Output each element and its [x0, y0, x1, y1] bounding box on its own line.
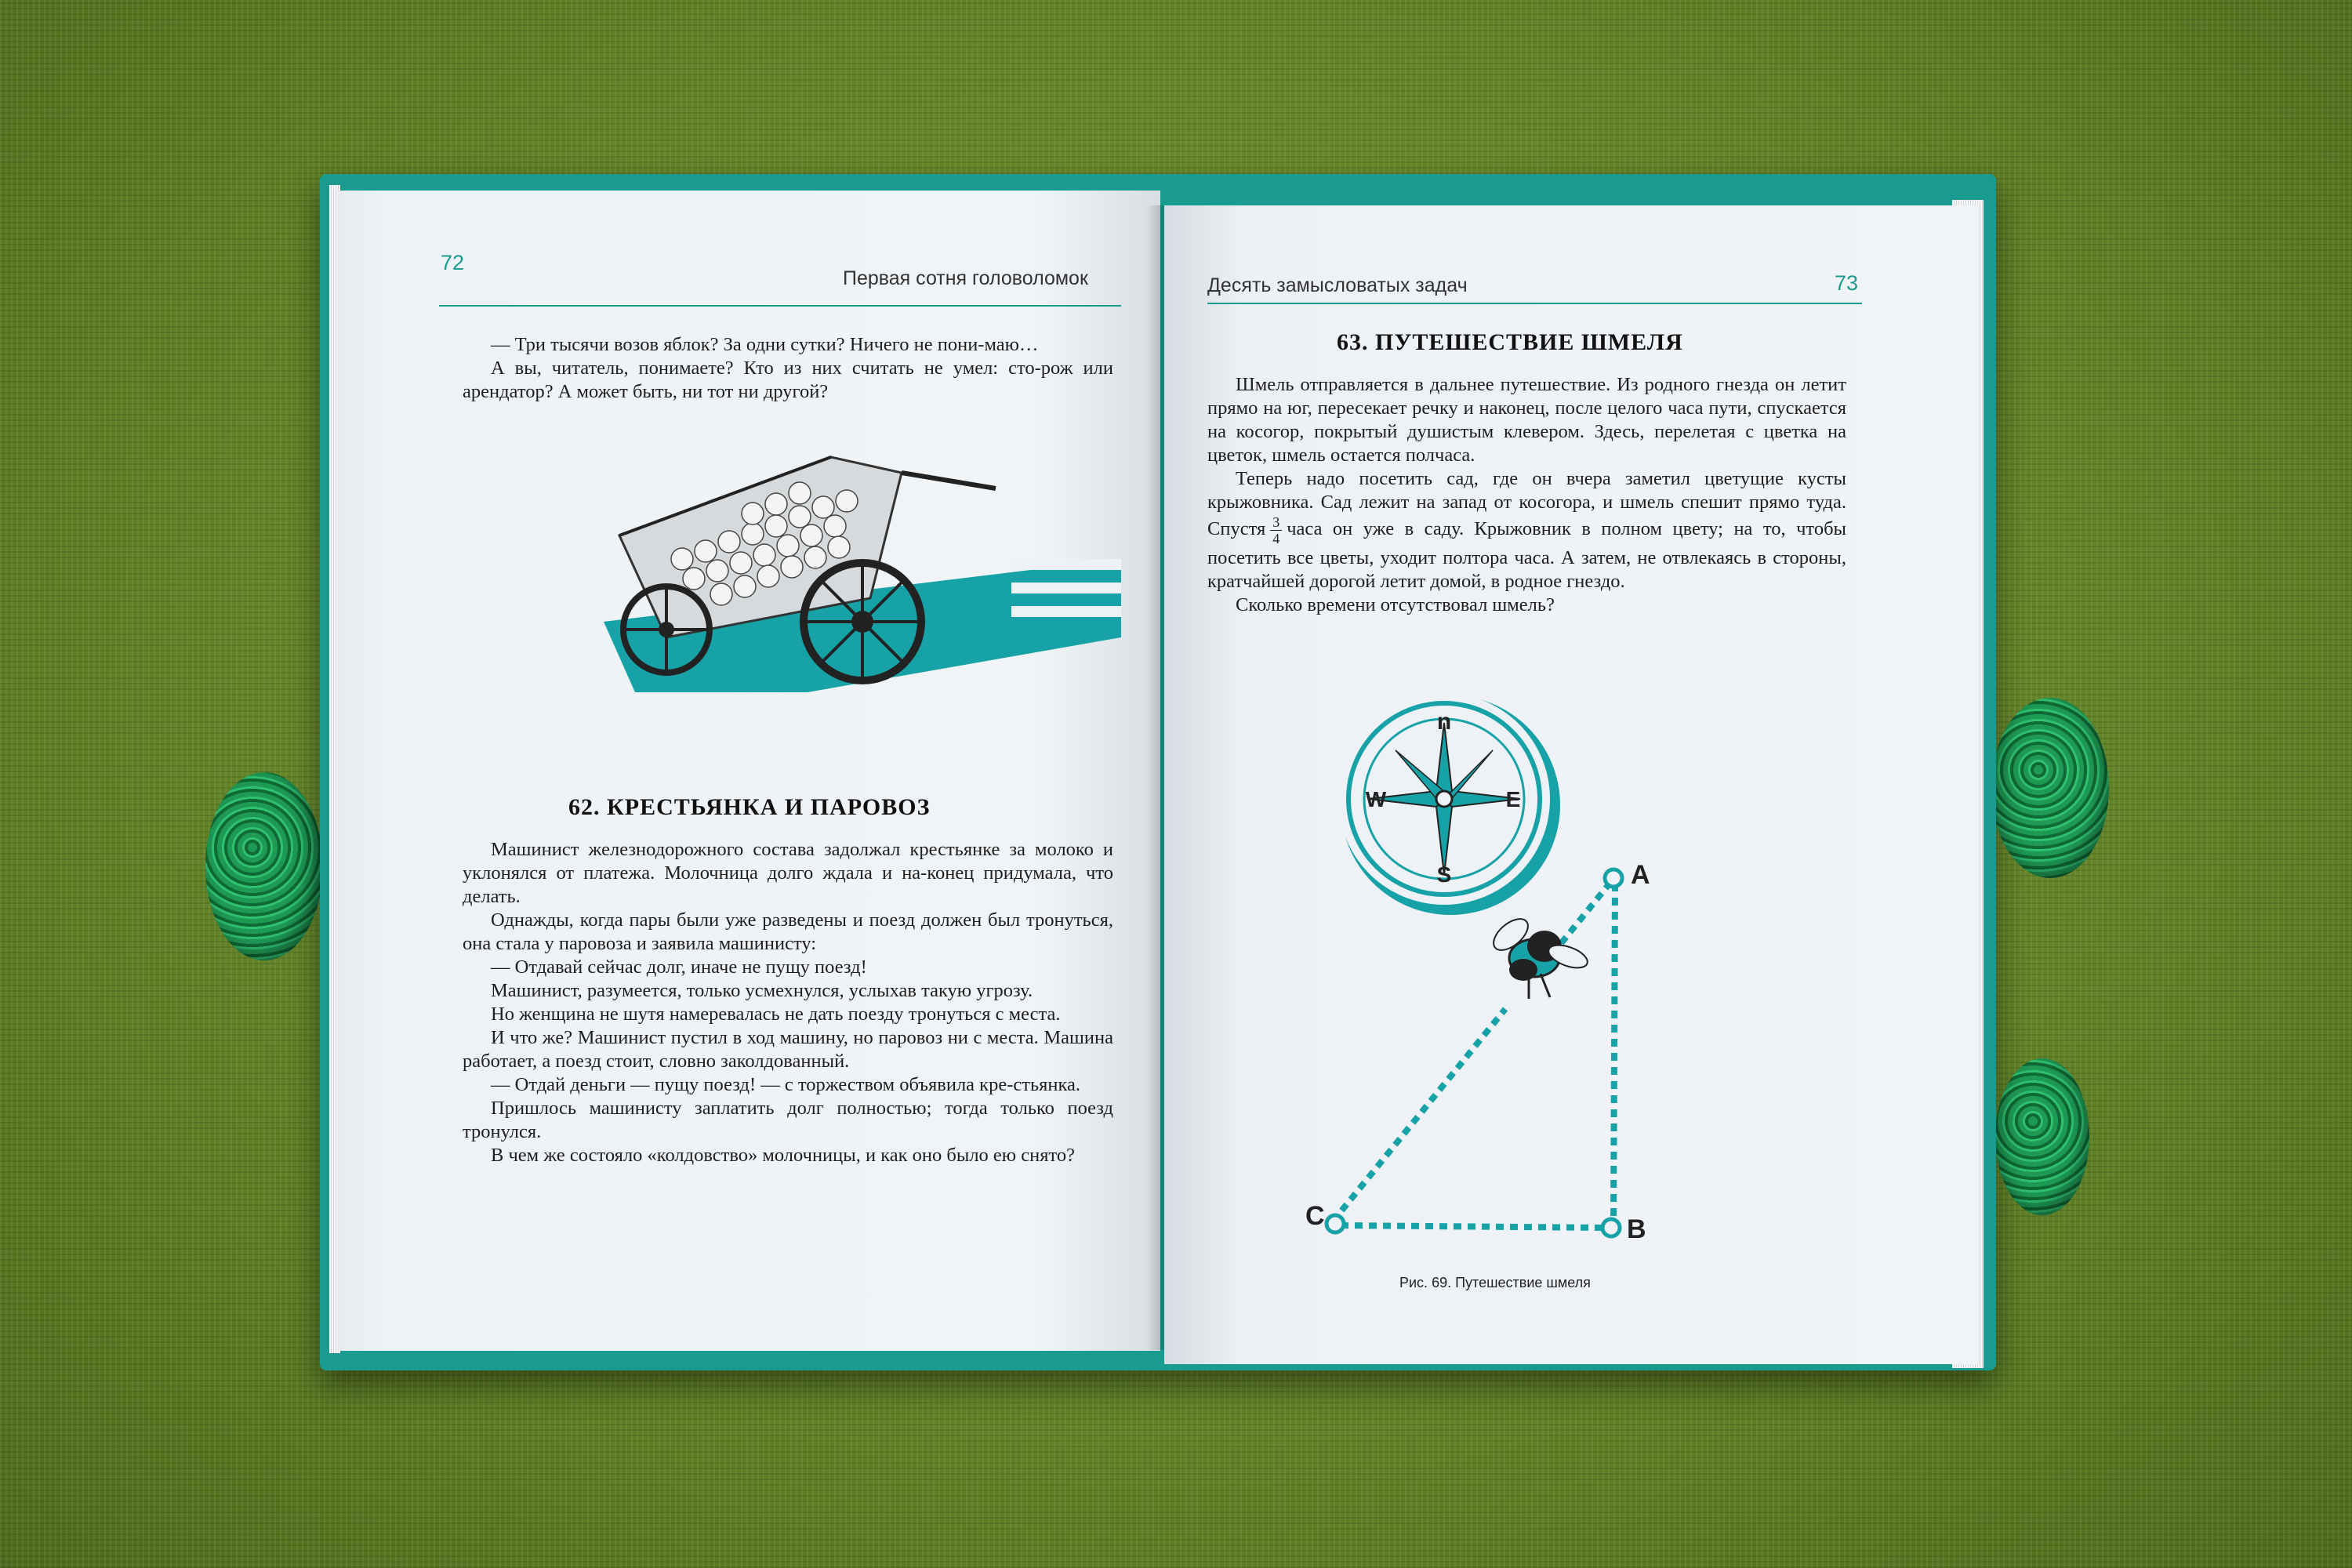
left-page-number: 72: [441, 251, 465, 274]
body-paragraph: И что же? Машинист пустил в ход машину, но паровоз ни с места. Машина работает, а поезд стоит, словно заколдованный.: [463, 1027, 1113, 1072]
fraction-denominator: 4: [1272, 531, 1280, 546]
point-label-b: B: [1627, 1214, 1646, 1244]
right-section-title: 63. ПУТЕШЕСТВИЕ ШМЕЛЯ: [1337, 329, 1683, 355]
right-page: [1164, 205, 1980, 1364]
body-paragraph: — Отдай деньги — пущу поезд! — с торжеством объявила кре-стьянка.: [491, 1074, 1081, 1095]
left-intro-text: [463, 333, 1113, 404]
left-body-text: [463, 838, 1113, 1167]
right-green-ornament-top: [1991, 698, 2109, 878]
fraction-three-quarters: [1270, 514, 1282, 546]
question-paragraph: Сколько времени отсутствовал шмель?: [1236, 594, 1555, 615]
point-label-a: A: [1631, 860, 1650, 890]
body-paragraph: В чем же состояло «колдовство» молочницы, и как оно было ею снято?: [491, 1145, 1075, 1166]
right-header-rule: [1207, 303, 1862, 304]
body-paragraph: Пришлось машинисту заплатить долг полностью; тогда только поезд тронулся.: [463, 1098, 1113, 1142]
apple-cart-illustration: [572, 441, 1137, 708]
compass-label-w: W: [1365, 787, 1387, 811]
point-label-c: C: [1305, 1201, 1325, 1231]
body-paragraph: Но женщина не шутя намеревалась не дать поезду тронуться с места.: [491, 1004, 1061, 1025]
compass-label-e: E: [1505, 787, 1521, 811]
body-paragraph: Машинист, разумеется, только усмехнулся, услыхав такую угрозу.: [491, 980, 1033, 1001]
left-running-head: Первая сотня головоломок: [843, 267, 1088, 289]
compass-label-n: n: [1436, 709, 1452, 735]
compass-label-s: S: [1436, 862, 1452, 887]
body-paragraph: Однажды, когда пары были уже разведены и поезд должен был тронуться, она стала у паровоза и заявила машинисту:: [463, 909, 1113, 954]
left-page: [337, 191, 1160, 1351]
body-paragraph: — Отдавай сейчас долг, иначе не пущу поезд!: [491, 956, 867, 978]
right-page-number: 73: [1835, 271, 1859, 295]
body-paragraph: Шмель отправляется в дальнее путешествие. Из родного гнезда он летит прямо на юг, пересекает речку и наконец, после целого часа пути, спускается на косогор, покрытый душистым клевером. Здесь, перелетая с цветка на цветок, шмель остается полчаса.: [1207, 374, 1846, 466]
intro-paragraph: А вы, читатель, понимаете? Кто из них считать не умел: сто-рож или арендатор? А может быть, ни тот ни другой?: [463, 358, 1113, 402]
figure-caption: Рис. 69. Путешествие шмеля: [1399, 1275, 1591, 1290]
body-paragraph-with-fraction: [1207, 467, 1846, 593]
right-green-ornament-bottom: [1995, 1058, 2089, 1215]
paragraph-text: Теперь надо посетить сад, где он вчера заметил цветущие кусты крыжовника. Сад лежит на запад от косогора, и шмель спешит прямо туда. Спустя: [1207, 468, 1846, 540]
bee-icon: [1488, 913, 1590, 999]
fraction-numerator: 3: [1270, 514, 1282, 531]
right-body-text: [1207, 373, 1846, 617]
intro-paragraph: — Три тысячи возов яблок? За одни сутки? Ничего не пони-маю…: [491, 334, 1039, 355]
paragraph-text: часа он уже в саду. Крыжовник в полном цвету; на то, чтобы посетить все цветы, уходит полтора часа. А затем, не отвлекаясь в стороны, кратчайшей дорогой летит домой, в родное гнездо.: [1207, 518, 1846, 592]
left-green-ornament: [205, 772, 323, 960]
left-header-rule: [439, 305, 1121, 307]
bee-route-diagram: [1305, 770, 1744, 1256]
left-section-title: 62. КРЕСТЬЯНКА И ПАРОВОЗ: [568, 794, 931, 820]
right-running-head: Десять замысловатых задач: [1207, 274, 1468, 296]
body-paragraph: Машинист железнодорожного состава задолжал крестьянке за молоко и уклонялся от платежа. Молочница долго ждала и на-конец придумала, что делать.: [463, 839, 1113, 907]
